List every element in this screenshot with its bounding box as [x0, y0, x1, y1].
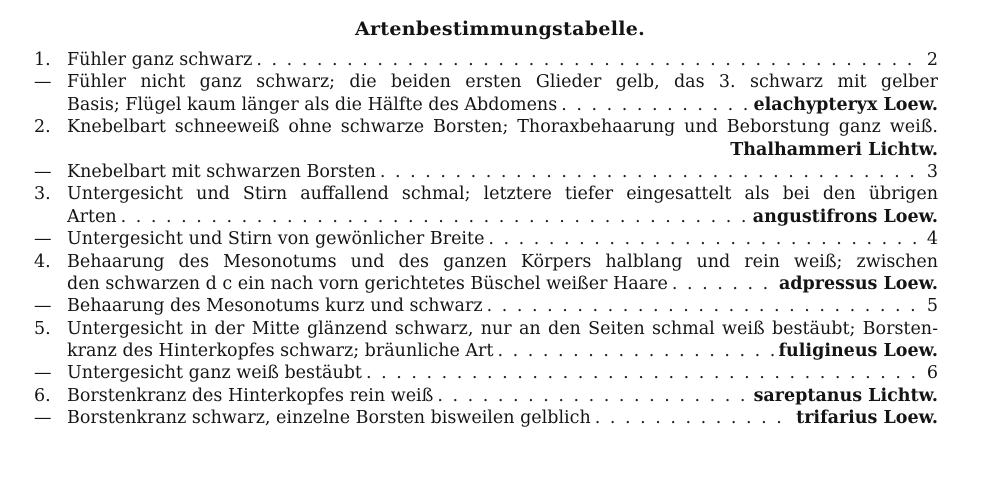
key-line: [0, 295, 1000, 317]
species-name: angustifrons Loew.: [752, 206, 938, 227]
key-line-content: [67, 49, 938, 71]
couplet-number: 1.: [34, 50, 51, 70]
key-text: Behaarung des Mesonotums und des ganzen Körpers halblang und rein weiß; zwischen: [67, 251, 938, 272]
key-line: [0, 340, 1000, 362]
couplet-number: —: [34, 408, 52, 429]
key-line: [0, 71, 1000, 93]
key-text: den schwarzen d c ein nach vorn gerichtetes Büschel weißer Haare: [67, 273, 668, 294]
page-title: Artenbestimmungstabelle.: [354, 18, 646, 40]
key-line-content: [67, 161, 938, 183]
couplet-reference: 6: [926, 363, 938, 384]
key-line: [0, 251, 1000, 273]
dot-leader: [497, 340, 774, 362]
key-text: Basis; Flügel kaum länger als die Hälfte des Abdomens: [67, 94, 558, 115]
key-line: [0, 407, 1000, 429]
couplet-number: —: [34, 229, 52, 250]
key-line: [0, 183, 1000, 205]
key-line: [0, 206, 1000, 228]
species-name: elachypteryx Loew.: [753, 94, 938, 115]
couplet-number: —: [34, 72, 52, 93]
couplet-reference: 2: [926, 50, 938, 70]
dot-leader: [256, 49, 923, 71]
key-line-content: [67, 295, 938, 317]
key-line-content: [67, 407, 938, 429]
key-line: [0, 161, 1000, 183]
couplet-number: —: [34, 363, 52, 384]
couplet-number: 5.: [34, 318, 51, 339]
key-line: [0, 318, 1000, 340]
key-line-content: [67, 206, 938, 228]
key-text: Knebelbart schneeweiß ohne schwarze Borsten; Thoraxbehaarung und Beborstung ganz weiß.: [67, 117, 938, 138]
couplet-reference: 4: [926, 229, 938, 250]
couplet-number: 2.: [34, 117, 51, 138]
key-line-content: [67, 94, 938, 116]
key-line: [0, 273, 1000, 295]
key-line: [0, 49, 1000, 71]
key-text: Fühler ganz schwarz: [67, 50, 253, 70]
key-text: Behaarung des Mesonotums kurz und schwarz: [67, 296, 483, 317]
key-text: Untergesicht in der Mitte glänzend schwarz, nur an den Seiten schmal weiß bestäubt; Borsten-: [67, 318, 938, 339]
dot-leader: [595, 407, 792, 429]
key-text: Knebelbart mit schwarzen Borsten: [67, 161, 376, 182]
dot-leader: [672, 273, 775, 295]
key-line: [0, 139, 1000, 161]
dot-leader: [121, 206, 749, 228]
key-line-content: [67, 340, 938, 362]
dot-leader: [561, 94, 749, 116]
key-text: kranz des Hinterkopfes schwarz; bräunliche Art: [67, 341, 494, 362]
couplet-number: 6.: [34, 385, 51, 406]
key-line: [0, 116, 1000, 138]
key-text: Untergesicht ganz weiß bestäubt: [67, 363, 362, 384]
key-line: [0, 385, 1000, 407]
species-name: trifarius Loew.: [796, 408, 938, 429]
key-table: [0, 49, 1000, 430]
key-line: [0, 94, 1000, 116]
species-name: fuligineus Loew.: [778, 341, 938, 362]
key-text: Untergesicht und Stirn auffallend schmal; letztere tiefer eingesattelt als bei den übrigen: [67, 184, 938, 205]
couplet-number: 4.: [34, 251, 51, 272]
species-name: adpressus Loew.: [778, 273, 938, 294]
couplet-number: —: [34, 161, 52, 182]
key-text: Fühler nicht ganz schwarz; die beiden ersten Glieder gelb, das 3. schwarz mit gelber: [67, 72, 938, 93]
dot-leader: [488, 228, 922, 250]
couplet-number: —: [34, 296, 52, 317]
key-line-content: [67, 362, 938, 384]
key-line-content: [67, 228, 938, 250]
couplet-number: 3.: [34, 184, 51, 205]
couplet-reference: 5: [926, 296, 938, 317]
species-name: sareptanus Lichtw.: [753, 385, 938, 406]
couplet-reference: 3: [926, 161, 938, 182]
key-text: Borstenkranz schwarz, einzelne Borsten bisweilen gelblich: [67, 408, 591, 429]
key-line-content: [67, 273, 938, 295]
key-line: [0, 228, 1000, 250]
species-name: Thalhammeri Lichtw.: [730, 139, 938, 160]
dot-leader: [366, 362, 923, 384]
key-text: Arten: [67, 206, 117, 227]
key-line: [0, 362, 1000, 384]
key-text: Borstenkranz des Hinterkopfes rein weiß: [67, 385, 434, 406]
dot-leader: [380, 161, 923, 183]
key-line-content: [67, 385, 938, 407]
dot-leader: [437, 385, 749, 407]
key-text: Untergesicht und Stirn von gewönlicher Breite: [67, 229, 485, 250]
dot-leader: [487, 295, 923, 317]
